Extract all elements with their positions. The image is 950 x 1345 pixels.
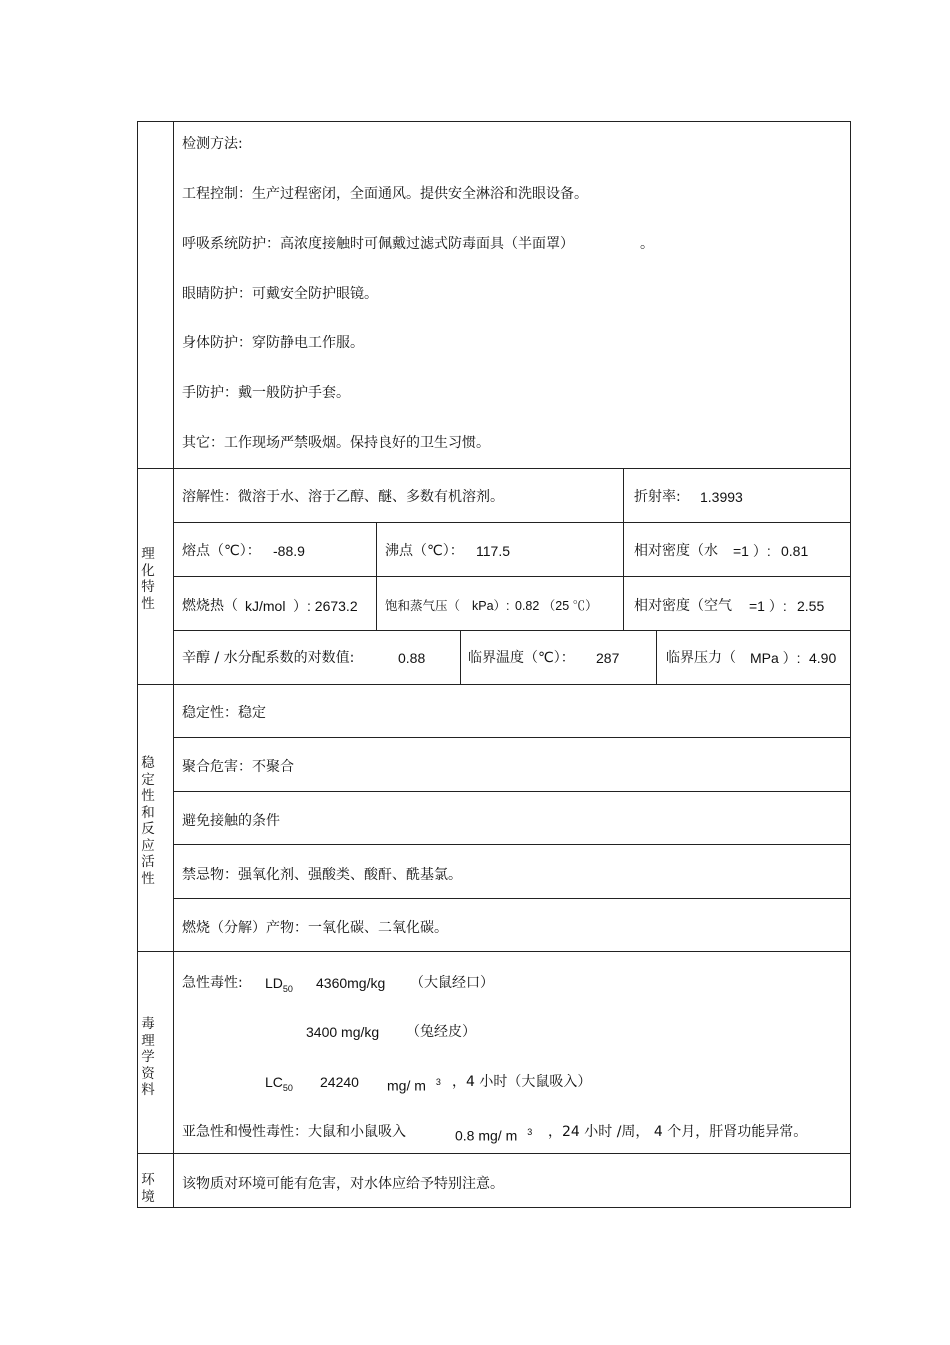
row-divider	[173, 898, 850, 899]
acute-toxicity-label: 急性毒性:	[182, 975, 243, 991]
respiratory-protection: 呼吸系统防护：高浓度接触时可佩戴过滤式防毒面具（半面罩）	[182, 236, 574, 252]
row-divider	[173, 844, 850, 845]
row-divider	[138, 951, 850, 952]
safety-data-table	[137, 121, 851, 1208]
ld50-oral-value: 4360mg/kg	[316, 975, 386, 991]
polymerization-hazard: 聚合危害：不聚合	[182, 759, 294, 775]
critical-temperature-label: 临界温度（℃）：	[468, 650, 575, 666]
density-water-value: 0.81	[781, 543, 809, 559]
combustion-heat-label: 燃烧热（	[182, 598, 238, 614]
section-label-stability: 稳 定 性 和 反 应 活 性	[141, 755, 155, 887]
section-label-environment: 环 境	[141, 1172, 155, 1205]
eye-protection: 眼睛防护：可戴安全防护眼镜。	[182, 286, 378, 302]
critical-pressure-unit: MPa ）:	[750, 650, 801, 666]
detection-method: 检测方法:	[182, 136, 243, 152]
engineering-control: 工程控制：生产过程密闭，全面通风。提供安全淋浴和洗眼设备。	[182, 186, 588, 202]
boiling-point-value: 117.5	[476, 543, 510, 559]
conditions-to-avoid: 避免接触的条件	[182, 813, 280, 829]
density-air-mid: =1 ）:	[749, 598, 787, 614]
melting-point-label: 熔点（℃）：	[182, 543, 261, 559]
cell-divider	[623, 522, 624, 630]
critical-pressure-value: 4.90	[809, 650, 837, 666]
chronic-toxicity-label: 亚急性和慢性毒性：大鼠和小鼠吸入	[182, 1124, 406, 1140]
respiratory-protection-end: 。	[640, 236, 654, 252]
chronic-toxicity-tail: ，24 小时 /周， 4 个月，肝肾功能异常。	[548, 1124, 808, 1140]
row-divider	[138, 1153, 850, 1154]
vapor-pressure-label: 饱和蒸气压（	[385, 598, 461, 613]
lc50-label: $LC_{50}$	[265, 1074, 293, 1093]
lc50-tail: ，4 小时（大鼠吸入）	[452, 1074, 592, 1090]
chronic-toxicity-value: 0.8 mg/ m $^3$	[455, 1127, 533, 1144]
stability: 稳定性：稳定	[182, 705, 266, 721]
vapor-pressure-value: 0.82 （25 ℃）	[515, 599, 598, 613]
row-divider	[173, 576, 850, 577]
lc50-value: 24240	[320, 1074, 359, 1090]
section-label-physchem: 理 化 特 性	[141, 546, 155, 612]
row-divider	[173, 737, 850, 738]
decomposition-products: 燃烧（分解）产物：一氧化碳、二氧化碳。	[182, 920, 448, 936]
row-divider	[138, 684, 850, 685]
row-divider	[173, 522, 850, 523]
section-label-toxicology: 毒 理 学 资 料	[141, 1016, 155, 1098]
left-column-divider	[173, 122, 174, 1207]
row-divider	[173, 791, 850, 792]
solubility: 溶解性：微溶于水、溶于乙醇、醚、多数有机溶剂。	[182, 489, 504, 505]
density-water-mid: =1 ）:	[733, 543, 771, 559]
critical-pressure-label: 临界压力（	[666, 650, 736, 666]
row-divider	[138, 468, 850, 469]
body-protection: 身体防护：穿防静电工作服。	[182, 335, 364, 351]
vapor-pressure-unit: kPa）:	[472, 599, 510, 613]
density-air-value: 2.55	[797, 598, 825, 614]
ld50-oral-route: （大鼠经口）	[410, 975, 494, 991]
boiling-point-label: 沸点（℃）：	[385, 543, 464, 559]
incompatible-materials: 禁忌物：强氧化剂、强酸类、酸酐、酰基氯。	[182, 867, 462, 883]
lc50-unit: mg/ m $^3$	[387, 1077, 441, 1094]
row-divider	[173, 630, 850, 631]
cell-divider	[460, 630, 461, 684]
ld50-dermal-value: 3400 mg/kg	[306, 1024, 380, 1040]
combustion-heat-unit: kJ/mol	[245, 598, 286, 614]
log-kow-value: 0.88	[398, 650, 426, 666]
density-water-label: 相对密度（水	[634, 543, 718, 559]
ld50-label: $LD_{50}$	[265, 975, 293, 994]
ld50-dermal-route: （兔经皮）	[406, 1024, 476, 1040]
combustion-heat-value: ）: 2673.2	[293, 598, 358, 614]
refractive-index-label: 折射率:	[634, 489, 681, 505]
cell-divider	[656, 630, 657, 684]
environment-note: 该物质对环境可能有危害，对水体应给予特别注意。	[182, 1176, 504, 1192]
density-air-label: 相对密度（空气	[634, 598, 732, 614]
melting-point-value: -88.9	[273, 543, 305, 559]
critical-temperature-value: 287	[596, 650, 620, 666]
refractive-index-value: 1.3993	[700, 489, 743, 505]
other-protection: 其它：工作现场严禁吸烟。保持良好的卫生习惯。	[182, 435, 490, 451]
cell-divider	[376, 522, 377, 630]
log-kow-label: 辛醇 / 水分配系数的对数值:	[182, 650, 355, 666]
cell-divider	[623, 468, 624, 522]
hand-protection: 手防护：戴一般防护手套。	[182, 385, 350, 401]
